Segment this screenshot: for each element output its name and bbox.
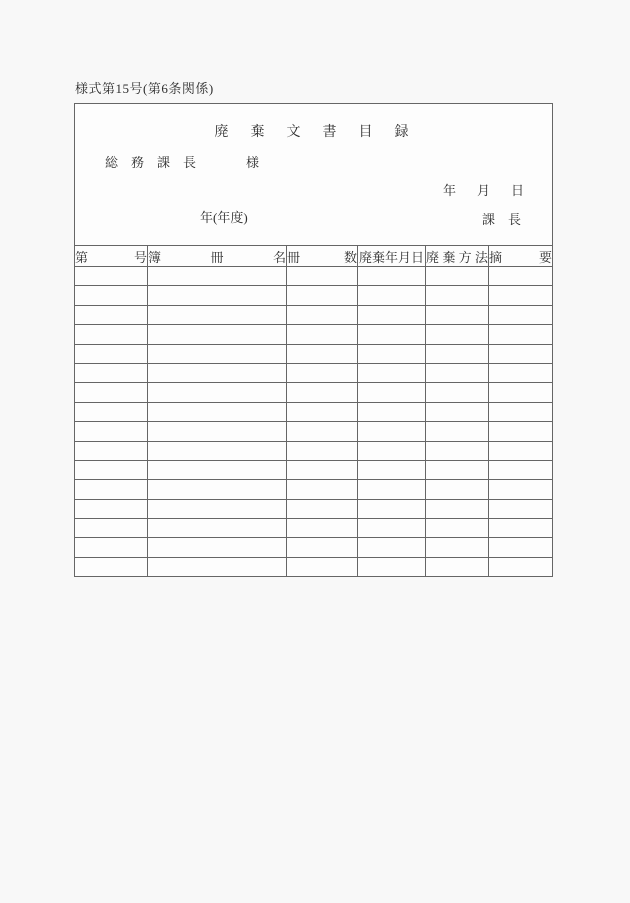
table-row [75, 441, 553, 460]
table-cell [426, 422, 489, 441]
table-cell [358, 383, 426, 402]
table-row [75, 499, 553, 518]
table-cell [75, 441, 148, 460]
table-cell [148, 538, 287, 557]
table-cell [148, 286, 287, 305]
table-cell [489, 557, 553, 576]
table-cell [489, 305, 553, 324]
approver-title-label: 課 長 [482, 212, 522, 227]
table-cell [426, 286, 489, 305]
table-cell [358, 325, 426, 344]
table-cell [148, 383, 287, 402]
table-row [75, 363, 553, 382]
column-header-volume-name: 簿 冊 名 [148, 246, 287, 267]
table-cell [75, 325, 148, 344]
table-cell [287, 480, 358, 499]
table-row [75, 286, 553, 305]
table-cell [426, 325, 489, 344]
table-cell [358, 267, 426, 286]
table-cell [489, 325, 553, 344]
table-cell [426, 557, 489, 576]
table-cell [148, 499, 287, 518]
table-cell [75, 286, 148, 305]
table-cell [426, 499, 489, 518]
catalog-table-body [75, 267, 553, 577]
disposal-document-form [74, 103, 553, 577]
table-cell [489, 499, 553, 518]
table-cell [148, 422, 287, 441]
table-cell [489, 441, 553, 460]
table-cell [489, 538, 553, 557]
table-row [75, 538, 553, 557]
table-cell [287, 538, 358, 557]
table-cell [287, 499, 358, 518]
table-cell [489, 344, 553, 363]
table-cell [287, 267, 358, 286]
table-row [75, 519, 553, 538]
table-cell [426, 344, 489, 363]
recipient-line [105, 152, 259, 171]
table-cell [287, 441, 358, 460]
table-row [75, 402, 553, 421]
table-cell [426, 460, 489, 479]
table-cell [489, 422, 553, 441]
table-cell [75, 383, 148, 402]
table-row [75, 344, 553, 363]
table-cell [287, 325, 358, 344]
table-cell [75, 267, 148, 286]
table-cell [148, 305, 287, 324]
column-header-disposal-date: 廃棄年月日 [358, 246, 426, 267]
table-cell [426, 267, 489, 286]
table-cell [426, 480, 489, 499]
table-cell [489, 402, 553, 421]
table-cell [148, 441, 287, 460]
table-row [75, 557, 553, 576]
table-cell [148, 519, 287, 538]
table-cell [489, 286, 553, 305]
table-cell [426, 363, 489, 382]
table-cell [358, 460, 426, 479]
table-cell [75, 557, 148, 576]
fiscal-year-label: 年(年度) [200, 210, 248, 225]
table-row [75, 267, 553, 286]
table-cell [148, 363, 287, 382]
table-cell [358, 557, 426, 576]
table-cell [148, 325, 287, 344]
table-cell [75, 499, 148, 518]
table-cell [75, 363, 148, 382]
table-cell [358, 305, 426, 324]
table-cell [287, 305, 358, 324]
table-cell [426, 538, 489, 557]
table-cell [287, 383, 358, 402]
table-cell [489, 460, 553, 479]
form-number-label: 様式第15号(第6条関係) [75, 81, 214, 96]
table-row [75, 325, 553, 344]
column-header-disposal-method: 廃 棄 方 法 [426, 246, 489, 267]
table-row [75, 305, 553, 324]
table-cell [489, 363, 553, 382]
table-cell [287, 286, 358, 305]
recipient-label: 総 務 課 長 [105, 155, 197, 170]
table-cell [426, 519, 489, 538]
table-cell [489, 519, 553, 538]
table-cell [358, 519, 426, 538]
table-cell [358, 363, 426, 382]
document-title: 廃 棄 文 書 目 録 [214, 125, 413, 140]
table-cell [75, 519, 148, 538]
table-cell [75, 305, 148, 324]
column-header-remarks: 摘 要 [489, 246, 553, 267]
form-head-row [75, 104, 553, 246]
table-cell [148, 480, 287, 499]
table-cell [426, 383, 489, 402]
table-cell [148, 344, 287, 363]
table-cell [358, 499, 426, 518]
column-header-volume-count: 冊 数 [287, 246, 358, 267]
table-cell [426, 441, 489, 460]
date-placeholder: 年 月 日 [443, 183, 529, 198]
table-cell [358, 344, 426, 363]
table-cell [148, 557, 287, 576]
table-cell [358, 402, 426, 421]
table-cell [287, 519, 358, 538]
table-cell [148, 460, 287, 479]
table-cell [489, 480, 553, 499]
table-cell [489, 267, 553, 286]
table-cell [358, 441, 426, 460]
table-cell [148, 402, 287, 421]
table-cell [287, 363, 358, 382]
table-row [75, 460, 553, 479]
form-head-section [75, 104, 553, 246]
table-cell [287, 460, 358, 479]
table-cell [358, 286, 426, 305]
table-cell [489, 383, 553, 402]
table-cell [75, 480, 148, 499]
table-cell [287, 402, 358, 421]
table-header-row [75, 246, 553, 267]
table-cell [358, 538, 426, 557]
table-cell [75, 402, 148, 421]
table-cell [426, 402, 489, 421]
table-cell [426, 305, 489, 324]
honorific-label: 様 [246, 155, 260, 170]
table-cell [75, 422, 148, 441]
table-row [75, 383, 553, 402]
table-cell [148, 267, 287, 286]
table-cell [75, 460, 148, 479]
table-cell [287, 422, 358, 441]
table-cell [358, 480, 426, 499]
table-cell [287, 344, 358, 363]
table-cell [75, 538, 148, 557]
table-cell [75, 344, 148, 363]
column-header-number: 第 号 [75, 246, 148, 267]
table-row [75, 422, 553, 441]
table-row [75, 480, 553, 499]
table-cell [287, 557, 358, 576]
table-cell [358, 422, 426, 441]
